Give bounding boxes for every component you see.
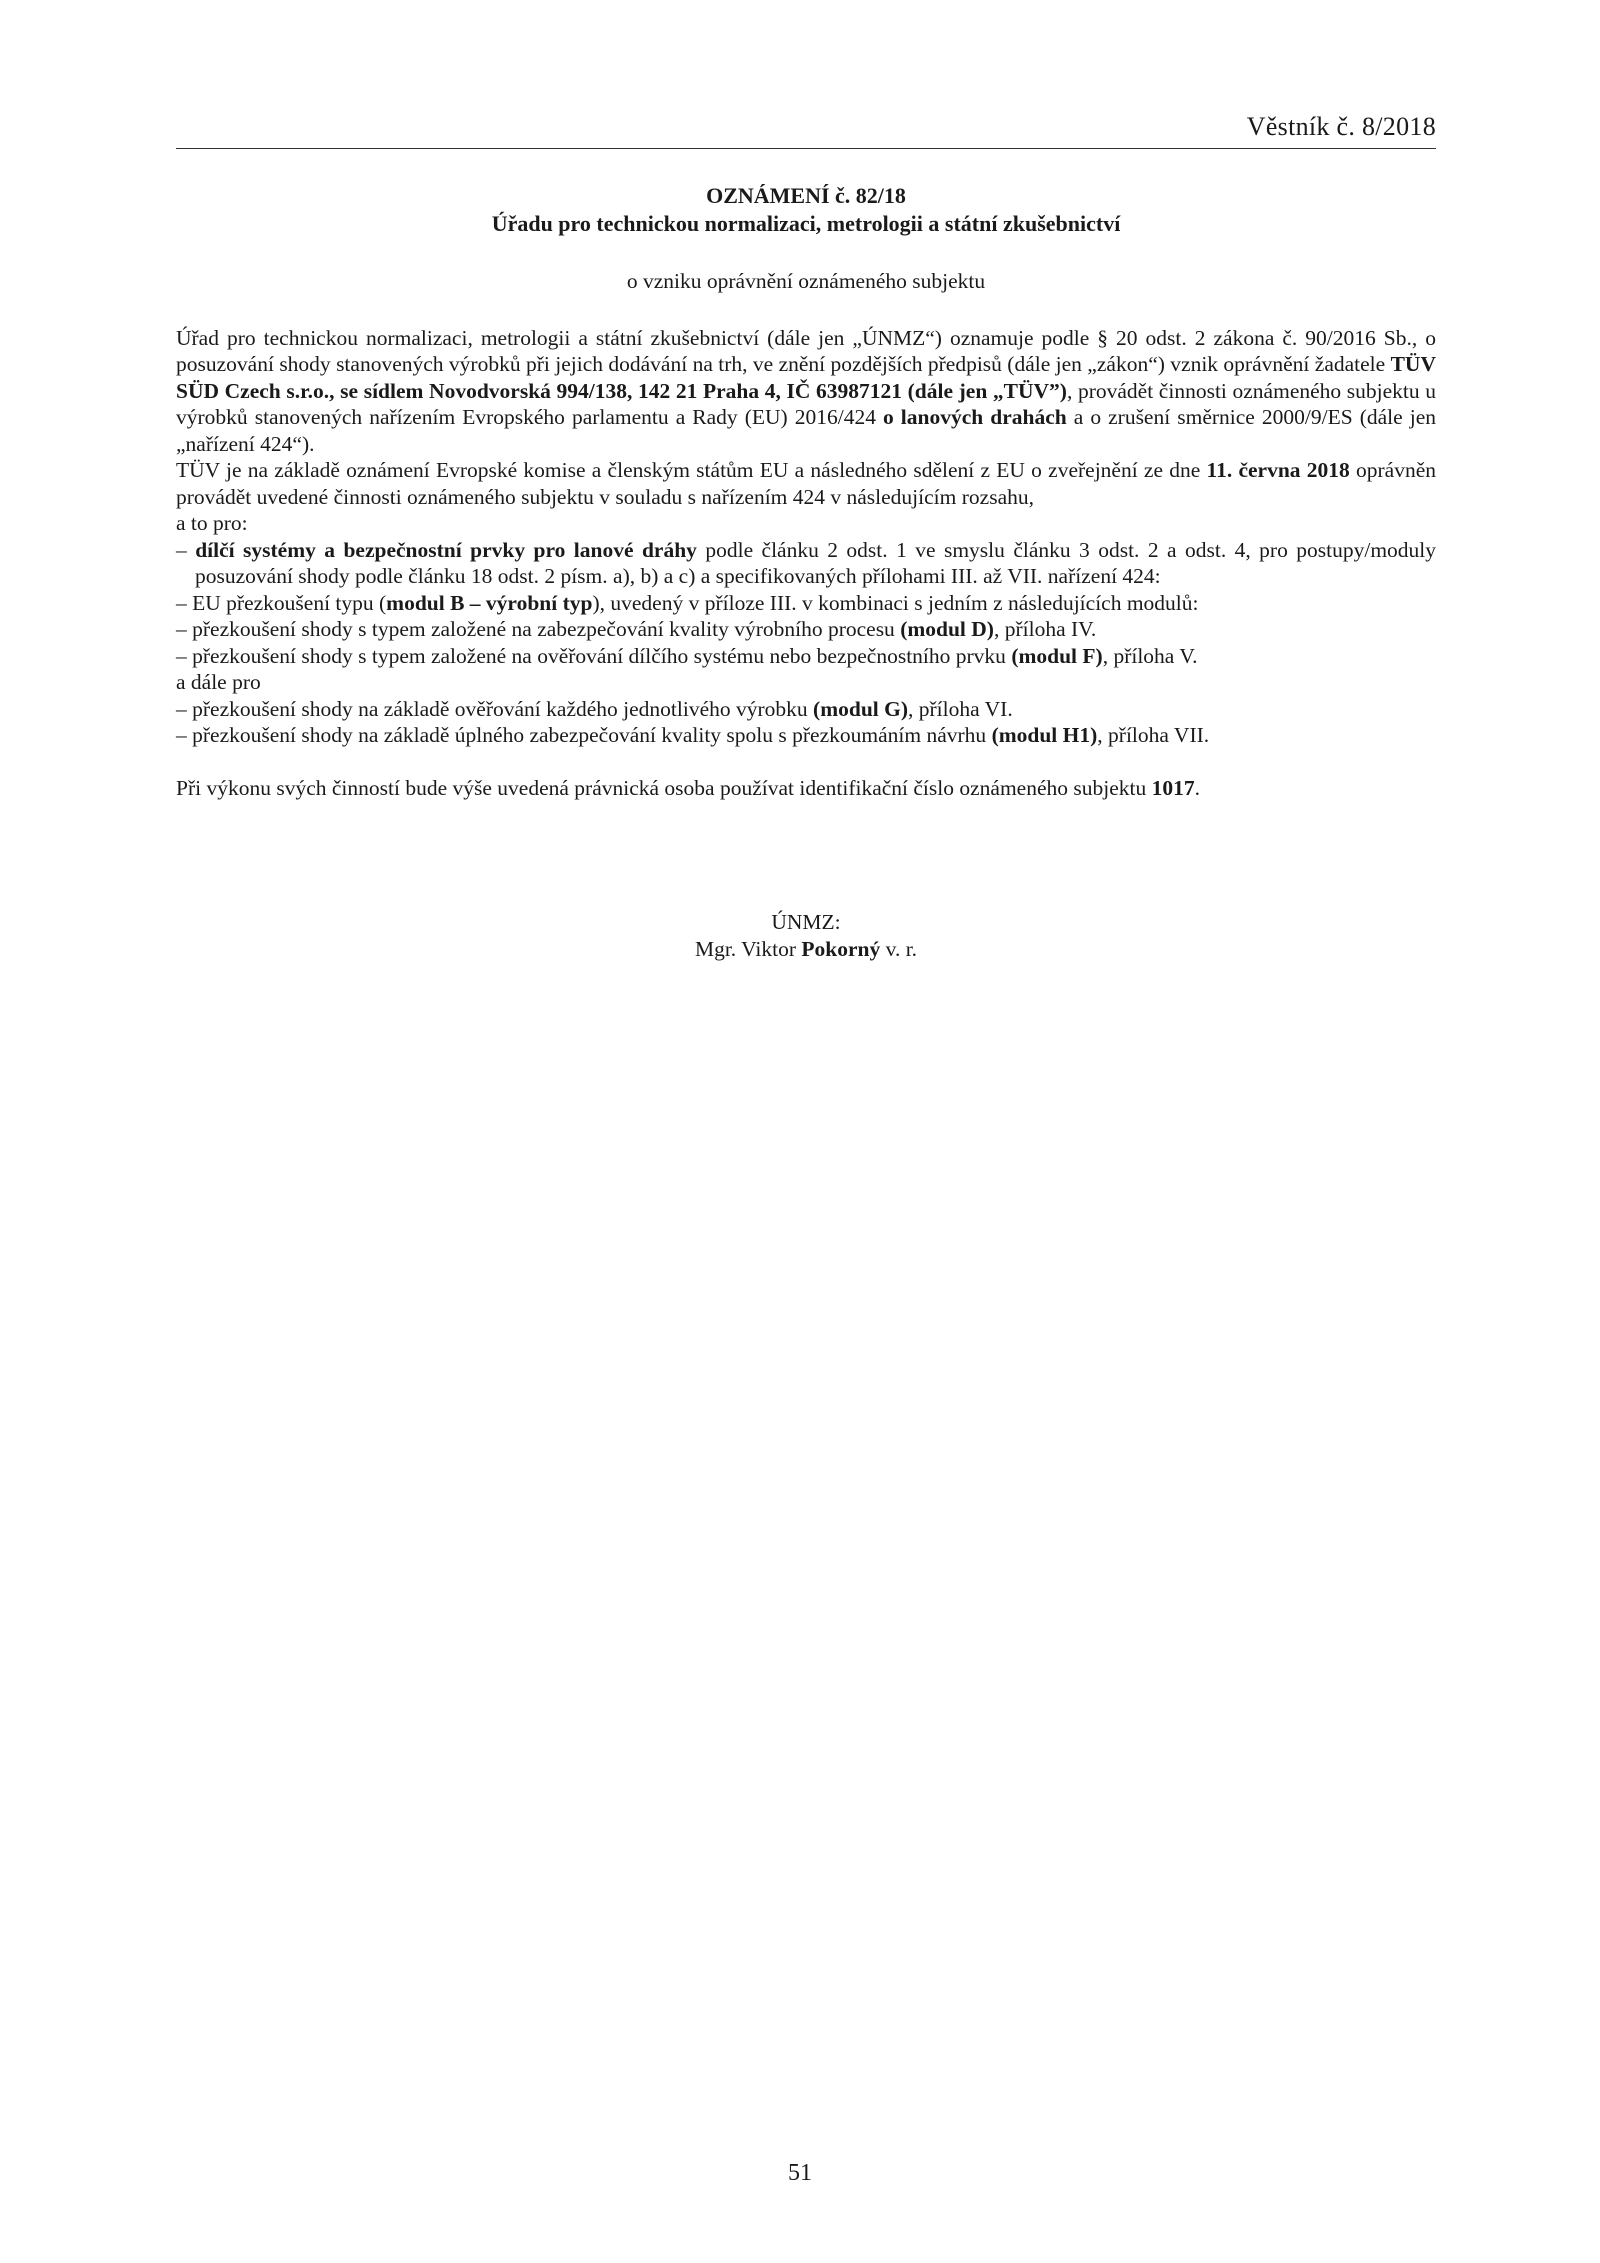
signature-name bbox=[176, 936, 1436, 963]
module-label: modul B – výrobní typ bbox=[386, 590, 593, 615]
scope-list bbox=[176, 537, 1436, 670]
text-run: přezkoušení shody na základě ověřování každého jednotlivého výrobku bbox=[192, 696, 814, 721]
additional-scope-list bbox=[176, 696, 1436, 749]
signature-org: ÚNMZ: bbox=[771, 910, 841, 934]
intro-paragraph bbox=[176, 325, 1436, 458]
text-run-bold: dílčí systémy a bezpečnostní prvky pro lanové dráhy bbox=[195, 537, 697, 562]
running-header bbox=[176, 108, 1436, 149]
text-run: , příloha VII. bbox=[1097, 723, 1210, 747]
text-run: podle článku 2 odst. 1 ve smyslu článku 3 odst. 2 a odst. 4, pro postupy/moduly posuzování shody podle článku 18 odst. 2 písm. a), b) a c) a specifikovaných přílohami III. až VII. nařízení 424: bbox=[195, 537, 1437, 588]
list-dash: – bbox=[176, 537, 196, 562]
text-run: , příloha VI. bbox=[908, 696, 1013, 721]
list-dash: – bbox=[176, 643, 193, 668]
signatory-surname: Pokorný bbox=[801, 936, 881, 961]
list-item bbox=[176, 722, 1436, 749]
page-number: 51 bbox=[788, 2160, 812, 2186]
scope-intro: a to pro: bbox=[176, 511, 248, 535]
authorization-paragraph bbox=[176, 457, 1436, 510]
notice-title: OZNÁMENÍ č. 82/18 bbox=[706, 183, 906, 208]
authorization-date: 11. června 2018 bbox=[1206, 458, 1350, 482]
notice-subject: o vzniku oprávnění oznámeného subjektu bbox=[626, 269, 986, 293]
regulation-topic: o lanových drahách bbox=[882, 405, 1067, 429]
list-dash: – bbox=[176, 696, 193, 721]
text-run: , provádět činnosti oznámeného subjektu u výrobků stanovených nařízením Evropského parlamentu a Rady (EU) 2016/424 bbox=[176, 378, 1436, 429]
text-run: Mgr. Viktor bbox=[694, 936, 802, 961]
module-label: (modul F) bbox=[1011, 643, 1103, 668]
text-run: v. r. bbox=[880, 936, 918, 961]
text-run: a o zrušení směrnice 2000/9/ES (dále jen „nařízení 424“). bbox=[176, 405, 1436, 456]
issue-label: Věstník č. 8/2018 bbox=[1246, 112, 1436, 141]
text-run: Úřad pro technickou normalizaci, metrologii a státní zkušebnictví (dále jen „ÚNMZ“) oznamuje podle § 20 odst. 2 zákona č. 90/2016 Sb., o posuzování shody stanovených výrobků při jejich dodávání na trh, ve znění pozdějších předpisů (dále jen „zákon“) vznik oprávnění žadatele bbox=[176, 325, 1436, 376]
additional-scope-intro: a dále pro bbox=[176, 670, 261, 694]
notice-content bbox=[176, 182, 1436, 962]
text-run: , příloha IV. bbox=[993, 617, 1097, 641]
list-dash: – bbox=[176, 590, 193, 615]
list-item bbox=[176, 643, 1436, 670]
module-label: (modul D) bbox=[900, 617, 994, 641]
text-run: EU přezkoušení typu ( bbox=[192, 590, 387, 615]
signature-block bbox=[176, 909, 1436, 962]
list-item bbox=[176, 590, 1436, 617]
text-run: ), uvedený v příloze III. v kombinaci s jedním z následujících modulů: bbox=[592, 590, 1199, 615]
identification-number: 1017 bbox=[1151, 775, 1195, 800]
text-run: přezkoušení shody na základě úplného zabezpečování kvality spolu s přezkoumáním návrhu bbox=[192, 723, 992, 747]
text-run: přezkoušení shody s typem založené na zabezpečování kvality výrobního procesu bbox=[192, 617, 901, 641]
text-run: TÜV je na základě oznámení Evropské komise a členským státům EU a následného sdělení z EU o zveřejnění ze dne bbox=[176, 458, 1207, 482]
text-run: Při výkonu svých činností bude výše uvedená právnická osoba používat identifikační číslo oznámeného subjektu bbox=[176, 775, 1152, 800]
module-label: (modul G) bbox=[813, 696, 909, 721]
module-label: (modul H1) bbox=[991, 723, 1098, 747]
list-dash: – bbox=[176, 617, 193, 641]
list-item bbox=[176, 537, 1436, 590]
applicant-details: TÜV SÜD Czech s.r.o., se sídlem Novodvorská 994/138, 142 21 Praha 4, IČ 63987121 (dále jen „TÜV”) bbox=[176, 352, 1436, 403]
text-run: . bbox=[1194, 775, 1201, 800]
text-run: , příloha V. bbox=[1102, 643, 1198, 668]
list-item bbox=[176, 616, 1436, 643]
closing-paragraph bbox=[176, 775, 1436, 802]
text-run: oprávněn provádět uvedené činnosti oznámeného subjektu v souladu s nařízením 424 v následujícím rozsahu, bbox=[176, 458, 1436, 509]
text-run: přezkoušení shody s typem založené na ověřování dílčího systému nebo bezpečnostního prvku bbox=[192, 643, 1012, 668]
list-item bbox=[176, 696, 1436, 723]
list-dash: – bbox=[176, 723, 193, 747]
notice-authority: Úřadu pro technickou normalizaci, metrologii a státní zkušebnictví bbox=[491, 211, 1121, 236]
